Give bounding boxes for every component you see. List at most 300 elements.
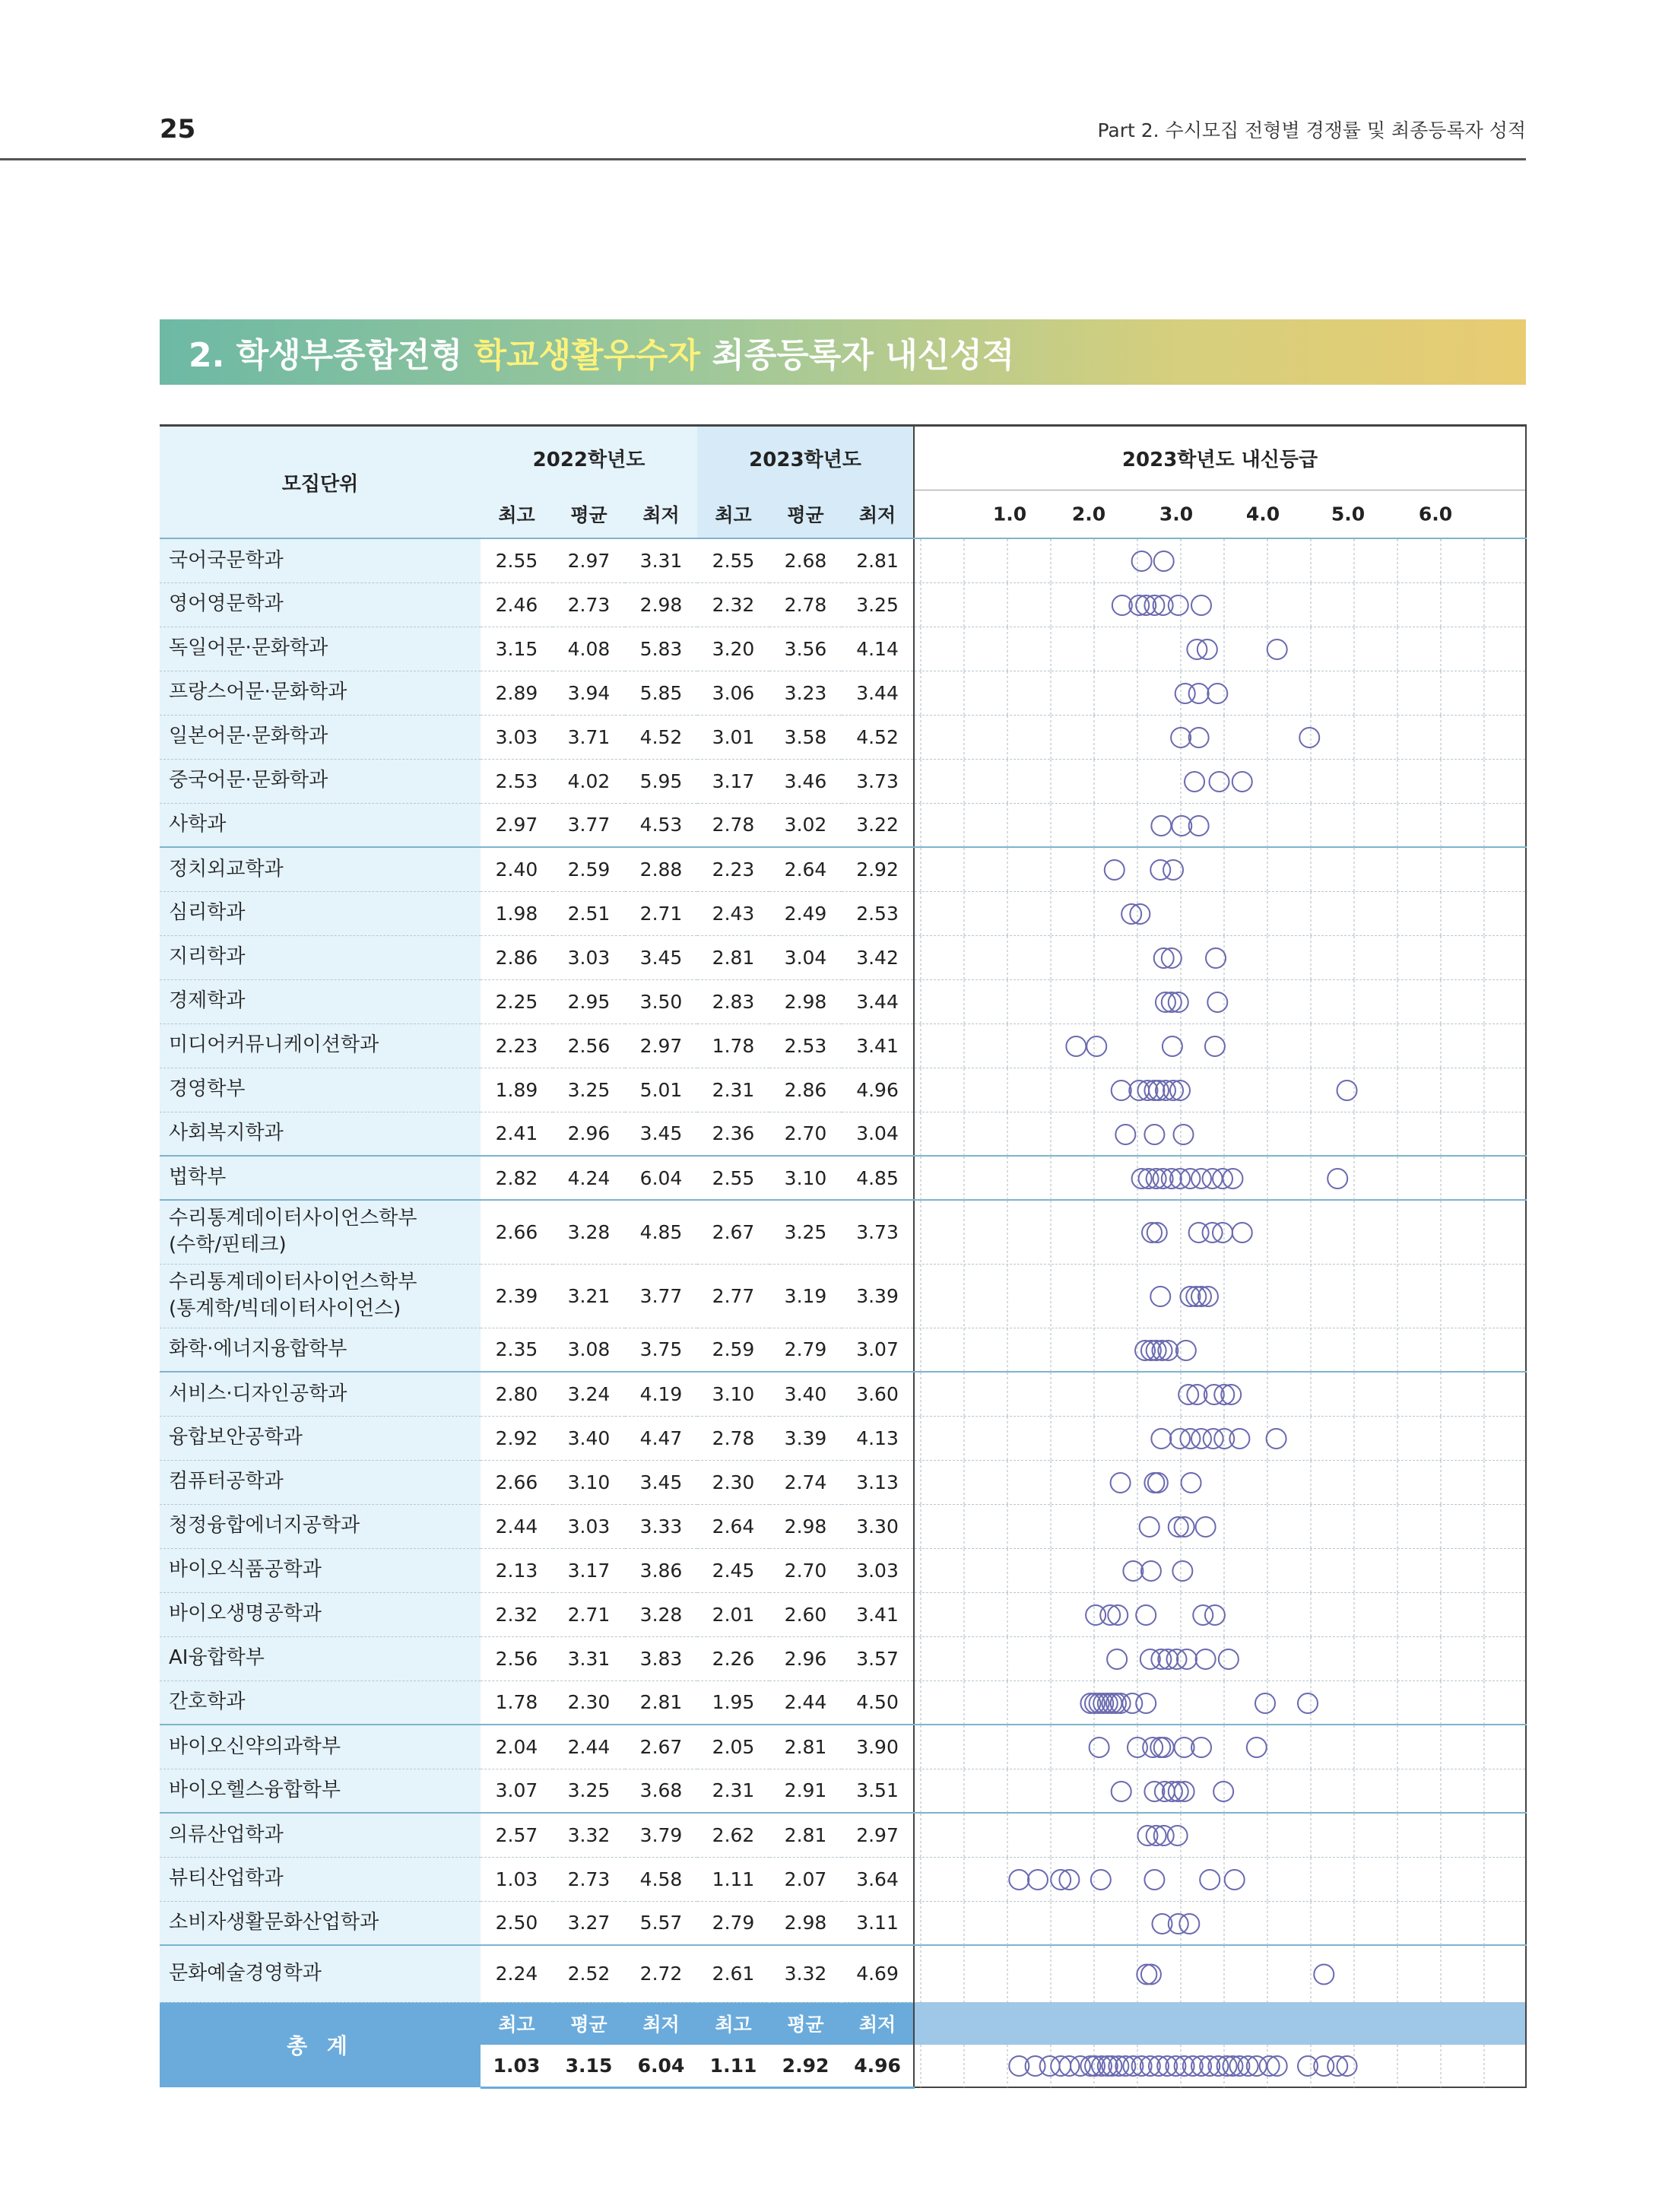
grade-2022-min: 2.98 xyxy=(625,582,697,627)
unit-name: 바이오식품공학과 xyxy=(160,1548,481,1592)
grade-2023-min: 2.81 xyxy=(842,538,914,582)
grade-marker xyxy=(1123,1561,1143,1581)
grade-2022-min: 2.67 xyxy=(625,1725,697,1769)
grade-2022-max: 2.97 xyxy=(481,803,553,847)
axis-tick-2: 2.0 xyxy=(1071,503,1106,525)
grade-2022-min: 2.72 xyxy=(625,1945,697,2002)
grade-2023-min: 3.11 xyxy=(842,1901,914,1945)
grade-2023-max: 2.77 xyxy=(697,1264,769,1328)
grade-2023-min: 3.39 xyxy=(842,1264,914,1328)
total-sub-header-2023-min: 최저 xyxy=(842,2002,914,2045)
grade-2022-min: 3.77 xyxy=(625,1264,697,1328)
grade-2022-min: 3.75 xyxy=(625,1328,697,1372)
total-sub-header-2022-min: 최저 xyxy=(625,2002,697,2045)
grade-2022-avg: 3.25 xyxy=(553,1068,625,1112)
table-row xyxy=(160,715,1526,759)
unit-name: 미디어커뮤니케이션학과 xyxy=(160,1023,481,1068)
total-row-subheaders xyxy=(160,2002,1526,2045)
grade-2023-avg: 2.81 xyxy=(769,1813,842,1857)
grade-marker xyxy=(1267,1429,1286,1449)
grade-marker xyxy=(1090,1738,1109,1757)
grade-distribution-cell xyxy=(914,1372,1526,1416)
running-header: Part 2. 수시모집 전형별 경쟁률 및 최종등록자 성적 xyxy=(1097,119,1526,141)
grade-2023-min: 3.30 xyxy=(842,1504,914,1548)
grade-2023-avg: 2.81 xyxy=(769,1725,842,1769)
grade-2022-avg: 2.52 xyxy=(553,1945,625,2002)
grade-2023-max: 2.67 xyxy=(697,1200,769,1264)
grade-marker xyxy=(1205,1036,1225,1056)
sub-header-2022-min: 최저 xyxy=(625,490,697,539)
grade-2022-min: 5.57 xyxy=(625,1901,697,1945)
grade-marker xyxy=(1174,1125,1194,1144)
grade-2022-min: 3.79 xyxy=(625,1813,697,1857)
grade-marker xyxy=(1169,595,1188,615)
grade-2022-max: 2.66 xyxy=(481,1200,553,1264)
grade-marker xyxy=(1111,1473,1131,1493)
unit-name: 소비자생활문화산업학과 xyxy=(160,1901,481,1945)
grade-marker xyxy=(1115,1125,1135,1144)
year-2023-header: 2023학년도 xyxy=(697,426,914,490)
grade-marker xyxy=(1107,1649,1127,1669)
unit-name: 문화예술경영학과 xyxy=(160,1945,481,2002)
grade-2023-min: 4.13 xyxy=(842,1416,914,1460)
grade-marker xyxy=(1154,551,1174,571)
grade-2023-max: 2.64 xyxy=(697,1504,769,1548)
grade-marker xyxy=(1225,1870,1245,1890)
grade-2023-avg: 2.96 xyxy=(769,1636,842,1680)
grade-marker xyxy=(1255,1693,1275,1713)
grade-2022-max: 2.32 xyxy=(481,1592,553,1636)
table-row xyxy=(160,538,1526,582)
grade-2022-avg: 3.03 xyxy=(553,1504,625,1548)
grade-2023-max: 2.78 xyxy=(697,1416,769,1460)
grade-2023-avg: 2.79 xyxy=(769,1328,842,1372)
grade-marker xyxy=(1137,1965,1156,1985)
grade-distribution-cell xyxy=(914,1068,1526,1112)
grade-2022-max: 2.04 xyxy=(481,1725,553,1769)
header-rule xyxy=(0,158,1526,160)
grade-2022-max: 2.35 xyxy=(481,1328,553,1372)
grade-2022-avg: 2.56 xyxy=(553,1023,625,1068)
grade-2022-max: 1.98 xyxy=(481,891,553,935)
grade-2022-avg: 2.44 xyxy=(553,1725,625,1769)
grade-2023-max: 2.55 xyxy=(697,538,769,582)
grade-2023-avg: 2.70 xyxy=(769,1548,842,1592)
table-row xyxy=(160,847,1526,891)
grade-2023-avg: 3.25 xyxy=(769,1200,842,1264)
grade-2023-max: 1.78 xyxy=(697,1023,769,1068)
grade-marker xyxy=(1142,1223,1162,1242)
table-row xyxy=(160,1813,1526,1857)
row-5-plot xyxy=(915,760,1525,804)
unit-name: 사학과 xyxy=(160,803,481,847)
table-row xyxy=(160,1264,1526,1328)
grade-2023-max: 2.26 xyxy=(697,1636,769,1680)
grade-2023-min: 3.13 xyxy=(842,1460,914,1504)
grade-2022-min: 5.01 xyxy=(625,1068,697,1112)
unit-name: 국어국문학과 xyxy=(160,538,481,582)
table-row xyxy=(160,1901,1526,1945)
unit-name: 영어영문학과 xyxy=(160,582,481,627)
grade-2023-avg: 2.07 xyxy=(769,1857,842,1901)
total-2023-min: 4.96 xyxy=(842,2045,914,2087)
row-18-plot xyxy=(915,1373,1525,1417)
row-24-plot xyxy=(915,1637,1525,1681)
unit-name: 바이오헬스융합학부 xyxy=(160,1769,481,1813)
unit-name: 일본어문·문화학과 xyxy=(160,715,481,759)
grade-distribution-cell xyxy=(914,627,1526,671)
axis-tick-1: 1.0 xyxy=(992,503,1027,525)
grade-2023-max: 2.45 xyxy=(697,1548,769,1592)
grade-marker xyxy=(1141,1965,1161,1985)
grade-2023-max: 2.01 xyxy=(697,1592,769,1636)
grade-marker xyxy=(1298,1693,1318,1713)
grade-2022-min: 3.50 xyxy=(625,979,697,1023)
grade-distribution-cell xyxy=(914,803,1526,847)
grade-marker xyxy=(1129,1081,1149,1100)
grade-marker xyxy=(1232,1223,1252,1242)
sub-header-2023-min: 최저 xyxy=(842,490,914,539)
grade-2022-min: 3.45 xyxy=(625,935,697,979)
total-2022-max: 1.03 xyxy=(481,2045,553,2087)
grade-marker xyxy=(1196,1649,1216,1669)
chart-header: 2023학년도 내신등급 xyxy=(914,426,1526,490)
grade-2023-max: 2.55 xyxy=(697,1156,769,1200)
grade-marker xyxy=(1051,2056,1071,2076)
table-row xyxy=(160,1592,1526,1636)
grade-2023-max: 2.83 xyxy=(697,979,769,1023)
grade-marker xyxy=(1059,2056,1079,2076)
grade-2023-max: 2.05 xyxy=(697,1725,769,1769)
unit-name: 의류산업학과 xyxy=(160,1813,481,1857)
total-2023-avg: 2.92 xyxy=(769,2045,842,2087)
grade-marker xyxy=(1163,1036,1182,1056)
grade-2023-min: 4.96 xyxy=(842,1068,914,1112)
grade-2023-max: 2.62 xyxy=(697,1813,769,1857)
grade-distribution-cell xyxy=(914,1328,1526,1372)
grade-2022-min: 3.33 xyxy=(625,1504,697,1548)
grade-2023-avg: 3.02 xyxy=(769,803,842,847)
grade-2023-max: 1.95 xyxy=(697,1680,769,1725)
sub-header-2023-max: 최고 xyxy=(697,490,769,539)
grade-2022-avg: 3.08 xyxy=(553,1328,625,1372)
grade-marker xyxy=(1206,948,1226,968)
unit-name: 수리통계데이터사이언스학부 (수학/핀테크) xyxy=(160,1200,481,1264)
grade-marker xyxy=(1196,1517,1216,1537)
axis-tick-4: 4.0 xyxy=(1245,503,1280,525)
grade-marker xyxy=(1239,2056,1258,2076)
row-28-plot xyxy=(915,1814,1525,1858)
grade-distribution-cell xyxy=(914,1460,1526,1504)
grade-2022-min: 3.31 xyxy=(625,538,697,582)
sub-header-2022-avg: 평균 xyxy=(553,490,625,539)
grade-marker xyxy=(1191,595,1211,615)
unit-name: 화학·에너지융합학부 xyxy=(160,1328,481,1372)
grade-marker xyxy=(1112,1081,1131,1100)
table-row xyxy=(160,979,1526,1023)
grade-2023-avg: 2.64 xyxy=(769,847,842,891)
grade-distribution-cell xyxy=(914,847,1526,891)
grade-marker xyxy=(1144,1125,1164,1144)
grade-2023-avg: 3.39 xyxy=(769,1416,842,1460)
grade-2022-avg: 3.32 xyxy=(553,1813,625,1857)
grade-distribution-cell xyxy=(914,1680,1526,1725)
grade-2022-min: 6.04 xyxy=(625,1156,697,1200)
row-7-plot xyxy=(915,848,1525,892)
grade-marker xyxy=(1151,1429,1171,1449)
grade-marker xyxy=(1150,1287,1170,1306)
grade-2022-min: 4.58 xyxy=(625,1857,697,1901)
unit-name: 컴퓨터공학과 xyxy=(160,1460,481,1504)
grade-2023-min: 4.52 xyxy=(842,715,914,759)
grade-2023-min: 3.41 xyxy=(842,1023,914,1068)
grade-2022-min: 3.86 xyxy=(625,1548,697,1592)
unit-name: AI융합학부 xyxy=(160,1636,481,1680)
table-row xyxy=(160,1372,1526,1416)
grade-marker xyxy=(1193,1605,1213,1625)
row-30-plot xyxy=(915,1902,1525,1946)
grade-marker xyxy=(1219,1649,1239,1669)
grade-2023-avg: 2.86 xyxy=(769,1068,842,1112)
table-row xyxy=(160,1769,1526,1813)
grade-distribution-cell xyxy=(914,891,1526,935)
grade-2023-max: 2.78 xyxy=(697,803,769,847)
grade-2022-max: 2.50 xyxy=(481,1901,553,1945)
grade-2023-max: 2.30 xyxy=(697,1460,769,1504)
grade-2023-min: 3.44 xyxy=(842,979,914,1023)
grade-marker xyxy=(1009,1870,1029,1890)
table-row xyxy=(160,1857,1526,1901)
table-row xyxy=(160,1680,1526,1725)
unit-name: 지리학과 xyxy=(160,935,481,979)
grade-2022-min: 5.95 xyxy=(625,759,697,803)
grade-2022-avg: 2.51 xyxy=(553,891,625,935)
grade-2023-avg: 2.44 xyxy=(769,1680,842,1725)
grade-2023-avg: 2.78 xyxy=(769,582,842,627)
grade-2023-avg: 3.56 xyxy=(769,627,842,671)
table-row xyxy=(160,1200,1526,1264)
row-2-plot xyxy=(915,627,1525,671)
unit-name: 법학부 xyxy=(160,1156,481,1200)
grade-2022-max: 2.57 xyxy=(481,1813,553,1857)
grade-2023-avg: 3.46 xyxy=(769,759,842,803)
grade-2022-min: 2.81 xyxy=(625,1680,697,1725)
grade-2022-max: 2.92 xyxy=(481,1416,553,1460)
grade-2023-avg: 3.10 xyxy=(769,1156,842,1200)
grade-2022-avg: 2.71 xyxy=(553,1592,625,1636)
table-row xyxy=(160,1725,1526,1769)
grade-2022-max: 3.15 xyxy=(481,627,553,671)
grade-2022-max: 1.89 xyxy=(481,1068,553,1112)
grade-2022-avg: 3.28 xyxy=(553,1200,625,1264)
grade-2023-max: 3.06 xyxy=(697,671,769,715)
grade-2023-max: 2.79 xyxy=(697,1901,769,1945)
total-chart-band xyxy=(914,2002,1526,2045)
grade-2023-min: 4.69 xyxy=(842,1945,914,2002)
grade-2023-max: 2.59 xyxy=(697,1328,769,1372)
grade-distribution-cell xyxy=(914,1636,1526,1680)
grade-2023-avg: 3.19 xyxy=(769,1264,842,1328)
grade-2022-avg: 3.21 xyxy=(553,1264,625,1328)
grade-2022-min: 4.52 xyxy=(625,715,697,759)
grade-marker xyxy=(1086,1036,1106,1056)
grade-2023-avg: 2.49 xyxy=(769,891,842,935)
grade-distribution-cell xyxy=(914,759,1526,803)
unit-name: 뷰티산업학과 xyxy=(160,1857,481,1901)
table-row xyxy=(160,1548,1526,1592)
unit-header: 모집단위 xyxy=(160,426,481,539)
total-2022-min: 6.04 xyxy=(625,2045,697,2087)
grade-distribution-cell xyxy=(914,1548,1526,1592)
unit-name: 수리통계데이터사이언스학부 (통계학/빅데이터사이언스) xyxy=(160,1264,481,1328)
grade-2022-min: 3.28 xyxy=(625,1592,697,1636)
section-title-suffix: 최종등록자 내신성적 xyxy=(700,336,1015,375)
grade-distribution-cell xyxy=(914,1945,1526,2002)
grade-2023-min: 3.25 xyxy=(842,582,914,627)
grade-marker xyxy=(1040,2056,1060,2076)
grade-marker xyxy=(1112,1782,1131,1801)
grade-marker xyxy=(1051,1870,1071,1890)
total-sub-header-2023-avg: 평균 xyxy=(769,2002,842,2045)
grade-2023-max: 3.17 xyxy=(697,759,769,803)
unit-name: 간호학과 xyxy=(160,1680,481,1725)
table-body xyxy=(160,538,1526,2002)
row-0-plot xyxy=(915,539,1525,583)
row-22-plot xyxy=(915,1549,1525,1593)
grade-2022-avg: 3.17 xyxy=(553,1548,625,1592)
row-15-plot xyxy=(915,1201,1525,1265)
grade-2023-max: 2.36 xyxy=(697,1112,769,1156)
unit-name: 독일어문·문화학과 xyxy=(160,627,481,671)
grade-2022-min: 2.71 xyxy=(625,891,697,935)
grade-marker xyxy=(1207,992,1227,1012)
grade-distribution-cell xyxy=(914,1156,1526,1200)
table-row xyxy=(160,1416,1526,1460)
grade-2023-min: 3.73 xyxy=(842,1200,914,1264)
row-12-plot xyxy=(915,1068,1525,1112)
grade-marker xyxy=(1130,904,1150,924)
grade-distribution-cell xyxy=(914,1416,1526,1460)
grade-2023-avg: 3.23 xyxy=(769,671,842,715)
grade-marker xyxy=(1185,772,1204,792)
row-23-plot xyxy=(915,1593,1525,1637)
unit-name: 바이오신약의과학부 xyxy=(160,1725,481,1769)
grade-2023-avg: 2.68 xyxy=(769,538,842,582)
grade-distribution-cell xyxy=(914,1023,1526,1068)
sub-header-2022-max: 최고 xyxy=(481,490,553,539)
grade-2023-avg: 2.98 xyxy=(769,979,842,1023)
unit-name: 사회복지학과 xyxy=(160,1112,481,1156)
grade-2022-avg: 3.24 xyxy=(553,1372,625,1416)
grade-2022-max: 2.46 xyxy=(481,582,553,627)
grade-2023-avg: 3.32 xyxy=(769,1945,842,2002)
row-1-plot xyxy=(915,583,1525,627)
total-plot xyxy=(915,2045,1525,2087)
grade-marker xyxy=(1179,1914,1199,1934)
grade-marker xyxy=(1066,1036,1086,1056)
grade-2022-avg: 2.59 xyxy=(553,847,625,891)
year-2022-header: 2022학년도 xyxy=(481,426,697,490)
grade-2022-max: 2.24 xyxy=(481,1945,553,2002)
table-row xyxy=(160,1156,1526,1200)
grade-2023-max: 2.31 xyxy=(697,1068,769,1112)
grade-marker xyxy=(1247,1738,1267,1757)
grade-distribution-cell xyxy=(914,538,1526,582)
grade-2022-avg: 2.73 xyxy=(553,582,625,627)
grade-2023-max: 3.20 xyxy=(697,627,769,671)
row-3-plot xyxy=(915,671,1525,716)
grade-2022-min: 4.47 xyxy=(625,1416,697,1460)
grade-2023-avg: 2.60 xyxy=(769,1592,842,1636)
row-31-plot xyxy=(915,1946,1525,2003)
section-title-banner xyxy=(160,319,1526,385)
grade-2022-max: 1.03 xyxy=(481,1857,553,1901)
grade-marker xyxy=(1147,1223,1167,1242)
grade-2023-min: 2.97 xyxy=(842,1813,914,1857)
page-number: 25 xyxy=(160,114,196,144)
grade-2023-min: 3.03 xyxy=(842,1548,914,1592)
grade-distribution-cell xyxy=(914,1857,1526,1901)
table-row xyxy=(160,891,1526,935)
row-10-plot xyxy=(915,980,1525,1024)
grade-distribution-cell xyxy=(914,715,1526,759)
grade-marker xyxy=(1207,684,1227,703)
grade-marker xyxy=(1140,1649,1160,1669)
axis-tick-3: 3.0 xyxy=(1159,503,1194,525)
grade-marker xyxy=(1144,595,1164,615)
grade-2023-max: 2.31 xyxy=(697,1769,769,1813)
grade-distribution-cell xyxy=(914,1725,1526,1769)
grade-marker xyxy=(1229,1429,1249,1449)
section-title-highlight: 학교생활우수자 xyxy=(474,336,701,375)
grade-2022-max: 2.39 xyxy=(481,1264,553,1328)
grade-2022-max: 2.66 xyxy=(481,1460,553,1504)
grade-marker xyxy=(1140,1517,1159,1537)
grade-marker xyxy=(1200,1870,1220,1890)
grade-2023-min: 3.22 xyxy=(842,803,914,847)
grade-2022-avg: 3.71 xyxy=(553,715,625,759)
grade-2022-min: 3.83 xyxy=(625,1636,697,1680)
grade-2022-max: 2.82 xyxy=(481,1156,553,1200)
grade-distribution-cell xyxy=(914,1592,1526,1636)
sub-header-2023-avg: 평균 xyxy=(769,490,842,539)
unit-name: 중국어문·문화학과 xyxy=(160,759,481,803)
grade-2022-avg: 3.77 xyxy=(553,803,625,847)
unit-name: 정치외교학과 xyxy=(160,847,481,891)
grade-2023-min: 3.64 xyxy=(842,1857,914,1901)
grade-marker xyxy=(1191,1169,1211,1189)
grade-2022-avg: 2.97 xyxy=(553,538,625,582)
grade-2023-max: 3.10 xyxy=(697,1372,769,1416)
grade-2023-avg: 2.98 xyxy=(769,1504,842,1548)
grade-2023-max: 2.61 xyxy=(697,1945,769,2002)
grade-marker xyxy=(1059,1870,1079,1890)
grade-distribution-cell xyxy=(914,671,1526,715)
grade-marker xyxy=(1141,1561,1161,1581)
grade-2023-avg: 2.98 xyxy=(769,1901,842,1945)
grade-2022-avg: 4.02 xyxy=(553,759,625,803)
row-8-plot xyxy=(915,892,1525,936)
unit-name: 바이오생명공학과 xyxy=(160,1592,481,1636)
grade-marker xyxy=(1105,860,1125,880)
grade-2023-avg: 2.91 xyxy=(769,1769,842,1813)
grade-2022-avg: 3.27 xyxy=(553,1901,625,1945)
grade-2022-max: 3.03 xyxy=(481,715,553,759)
unit-name: 서비스·디자인공학과 xyxy=(160,1372,481,1416)
grade-2023-max: 1.11 xyxy=(697,1857,769,1901)
grade-marker xyxy=(1189,728,1209,747)
grade-2022-avg: 4.08 xyxy=(553,627,625,671)
